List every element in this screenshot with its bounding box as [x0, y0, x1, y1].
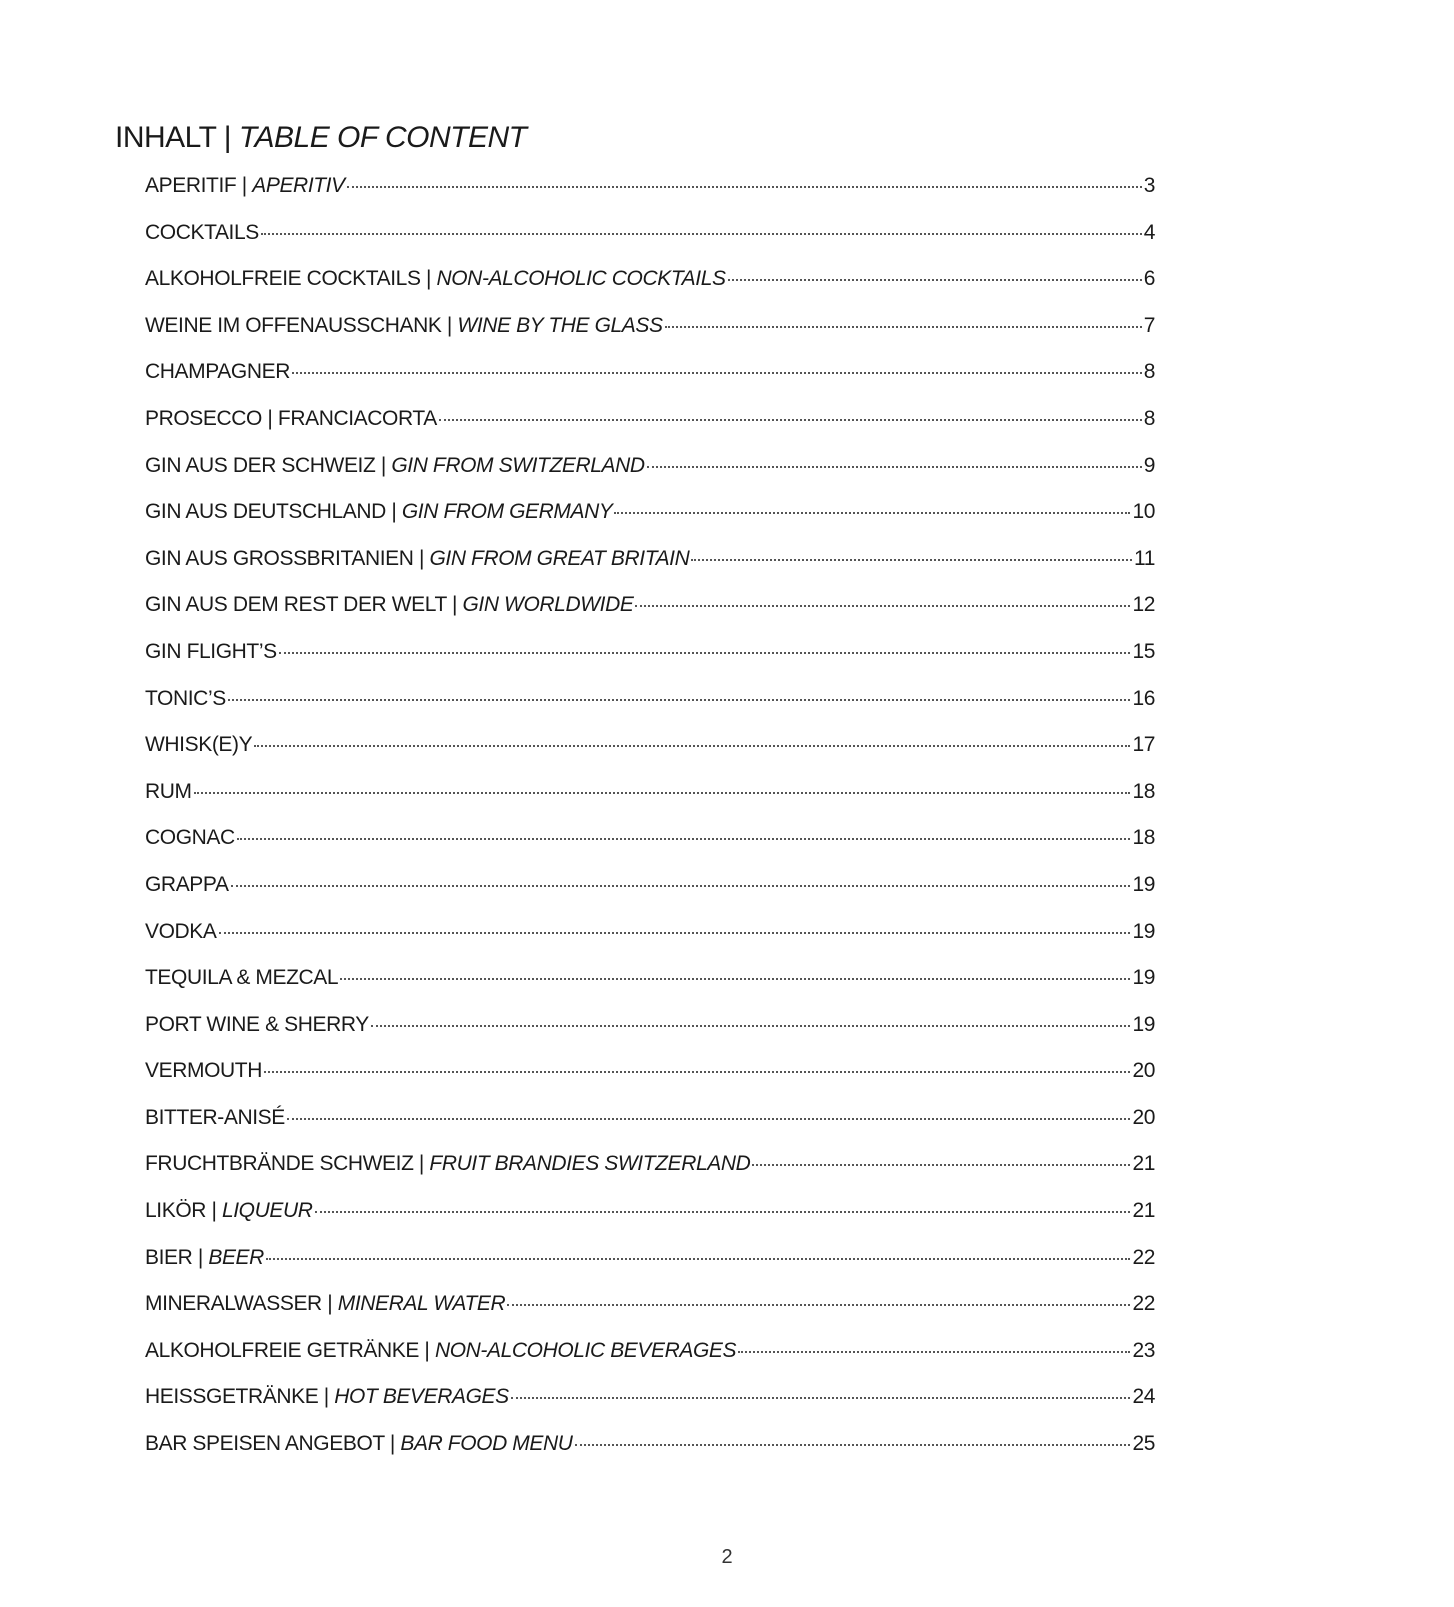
toc-entry-page-number: 12	[1132, 593, 1155, 617]
dot-leader	[194, 792, 1131, 794]
toc-entry-label	[145, 966, 338, 990]
toc-entry-title-english: GIN FROM SWITZERLAND	[391, 453, 645, 477]
toc-entry-title: GIN AUS DER SCHWEIZ |	[145, 453, 392, 477]
toc-entry[interactable]	[145, 314, 1155, 361]
toc-entry-label	[145, 454, 645, 478]
toc-entry-page-number: 23	[1132, 1338, 1155, 1362]
toc-entry-label	[145, 1059, 262, 1083]
toc-entry-page-number: 15	[1132, 639, 1155, 663]
toc-entry-title-english: APERITIV	[252, 174, 345, 197]
toc-entry[interactable]	[145, 221, 1155, 268]
toc-entry[interactable]	[145, 1385, 1155, 1432]
toc-entry[interactable]	[145, 733, 1155, 780]
toc-entry[interactable]	[145, 780, 1155, 827]
toc-entry-label	[145, 1246, 264, 1270]
dot-leader	[614, 512, 1130, 514]
dot-leader	[237, 838, 1131, 840]
toc-entry-page-number: 20	[1132, 1059, 1155, 1083]
toc-entry-label	[145, 360, 290, 384]
toc-entry-label	[145, 1106, 285, 1130]
toc-entry-page-number: 7	[1143, 313, 1155, 337]
toc-entry-title: PROSECCO | FRANCIACORTA	[145, 406, 437, 430]
toc-entry-label	[145, 314, 663, 338]
toc-entry-label	[145, 547, 689, 571]
toc-entry-title: COGNAC	[145, 826, 235, 850]
toc-entry-label	[145, 1339, 736, 1363]
toc-entry-title: HEISSGETRÄNKE |	[145, 1385, 335, 1409]
dot-leader	[254, 745, 1130, 747]
toc-entry[interactable]	[145, 640, 1155, 687]
toc-entry-page-number: 16	[1132, 686, 1155, 710]
dot-leader	[266, 1258, 1131, 1260]
toc-entry-title-english: FRUIT BRANDIES SWITZERLAND	[429, 1152, 751, 1176]
toc-entry[interactable]	[145, 593, 1155, 640]
toc-entry-page-number: 19	[1132, 1012, 1155, 1036]
toc-entry-label	[145, 1432, 573, 1456]
page-title	[115, 118, 526, 158]
toc-entry[interactable]	[145, 1339, 1155, 1386]
toc-entry-page-number: 18	[1132, 779, 1155, 803]
toc-entry-title: BIER |	[145, 1245, 209, 1269]
toc-entry-title-english: BAR FOOD MENU	[400, 1432, 573, 1456]
toc-entry-title: LIKÖR |	[145, 1199, 222, 1223]
toc-entry-title: WEINE IM OFFENAUSSCHANK |	[145, 313, 458, 337]
toc-entry-title: TEQUILA & MEZCAL	[145, 966, 339, 990]
toc-entry-title: MINERALWASSER |	[145, 1292, 338, 1316]
toc-entry-label	[145, 780, 192, 804]
toc-entry-title-english: HOT BEVERAGES	[334, 1385, 509, 1409]
page-number: 2	[721, 1546, 733, 1568]
toc-entry-title-english: GIN FROM GERMANY	[401, 500, 613, 524]
toc-entry[interactable]	[145, 873, 1155, 920]
dot-leader	[287, 1118, 1131, 1120]
dot-leader	[752, 1164, 1130, 1166]
toc-entry-page-number: 22	[1132, 1245, 1155, 1269]
toc-entry[interactable]	[145, 1059, 1155, 1106]
table-of-contents	[145, 174, 1155, 1479]
toc-entry-label	[145, 593, 633, 617]
toc-entry-page-number: 19	[1132, 872, 1155, 896]
dot-leader	[231, 885, 1131, 887]
toc-entry-title-english: MINERAL WATER	[337, 1292, 506, 1316]
dot-leader	[264, 1071, 1130, 1073]
toc-entry[interactable]	[145, 500, 1155, 547]
toc-entry-page-number: 17	[1132, 733, 1155, 757]
toc-entry[interactable]	[145, 966, 1155, 1013]
toc-entry-title: ALKOHOLFREIE GETRÄNKE |	[145, 1338, 435, 1362]
toc-entry-title: PORT WINE & SHERRY	[145, 1012, 369, 1036]
toc-entry-page-number: 22	[1132, 1292, 1155, 1316]
toc-entry-title-english: NON-ALCOHOLIC BEVERAGES	[434, 1338, 737, 1362]
toc-entry-title: GRAPPA	[145, 872, 229, 896]
toc-entry-label	[145, 687, 226, 711]
toc-entry-title-english: WINE BY THE GLASS	[457, 313, 663, 337]
toc-entry-title: RUM	[145, 779, 192, 803]
toc-entry-page-number: 18	[1132, 826, 1155, 850]
toc-entry-page-number: 21	[1132, 1152, 1155, 1176]
toc-entry-label	[145, 873, 229, 897]
toc-entry[interactable]	[145, 547, 1155, 594]
toc-entry-title: BAR SPEISEN ANGEBOT |	[145, 1432, 401, 1456]
dot-leader	[219, 932, 1131, 934]
toc-entry-label	[145, 407, 437, 431]
toc-entry-title: GIN AUS DEM REST DER WELT |	[145, 593, 463, 617]
toc-entry-label	[145, 174, 345, 198]
toc-entry-page-number: 21	[1132, 1199, 1155, 1223]
toc-entry-title: GIN FLIGHT’S	[145, 639, 277, 663]
toc-entry[interactable]	[145, 1199, 1155, 1246]
toc-entry-title-english: LIQUEUR	[221, 1199, 313, 1223]
title-main: INHALT |	[115, 121, 239, 154]
toc-entry[interactable]	[145, 174, 1155, 221]
dot-leader	[371, 1025, 1131, 1027]
toc-entry-label	[145, 826, 235, 850]
toc-entry-title: APERITIF |	[145, 174, 253, 197]
toc-entry[interactable]	[145, 360, 1155, 407]
toc-entry-label	[145, 920, 217, 944]
toc-entry[interactable]	[145, 920, 1155, 967]
toc-entry-title: GIN AUS DEUTSCHLAND |	[145, 500, 402, 524]
toc-entry-label	[145, 221, 259, 245]
toc-entry-page-number: 4	[1143, 220, 1155, 244]
dot-leader	[292, 372, 1142, 374]
toc-entry-title: FRUCHTBRÄNDE SCHWEIZ |	[145, 1152, 430, 1176]
toc-entry-label	[145, 1199, 313, 1223]
toc-entry-page-number: 19	[1132, 966, 1155, 990]
toc-entry-title-english: NON-ALCOHOLIC COCKTAILS	[436, 267, 726, 291]
toc-entry-page-number: 20	[1132, 1105, 1155, 1129]
toc-entry-page-number: 9	[1143, 453, 1155, 477]
toc-entry-label	[145, 267, 726, 291]
dot-leader	[340, 978, 1130, 980]
toc-entry[interactable]	[145, 1246, 1155, 1293]
dot-leader	[279, 652, 1131, 654]
toc-entry-title: VODKA	[145, 919, 217, 943]
dot-leader	[511, 1397, 1131, 1399]
dot-leader	[261, 233, 1142, 235]
toc-entry[interactable]	[145, 454, 1155, 501]
toc-entry[interactable]	[145, 267, 1155, 314]
toc-entry-title-english: GIN WORLDWIDE	[462, 593, 634, 617]
dot-leader	[665, 326, 1142, 328]
toc-entry-title: ALKOHOLFREIE COCKTAILS |	[145, 267, 437, 291]
toc-entry[interactable]	[145, 1152, 1155, 1199]
toc-entry-title: GIN AUS GROSSBRITANIEN |	[145, 546, 430, 570]
toc-entry-page-number: 10	[1132, 500, 1155, 524]
toc-entry-label	[145, 1385, 509, 1409]
toc-entry-title: COCKTAILS	[145, 220, 259, 244]
dot-leader	[738, 1351, 1130, 1353]
toc-entry-page-number: 25	[1132, 1432, 1155, 1456]
toc-entry-page-number: 19	[1132, 919, 1155, 943]
toc-entry-page-number: 8	[1143, 406, 1155, 430]
toc-entry-title: TONIC’S	[145, 686, 226, 710]
toc-entry-label	[145, 1152, 750, 1176]
toc-entry-page-number: 6	[1143, 267, 1155, 291]
toc-entry-title: VERMOUTH	[145, 1059, 262, 1083]
toc-entry-label	[145, 733, 252, 757]
title-italic: TABLE OF CONTENT	[238, 121, 527, 154]
dot-leader	[439, 419, 1142, 421]
toc-entry-title: BITTER-ANISÉ	[145, 1105, 285, 1129]
toc-entry-title-english: GIN FROM GREAT BRITAIN	[429, 546, 690, 570]
toc-entry-label	[145, 1013, 369, 1037]
dot-leader	[691, 559, 1132, 561]
toc-entry[interactable]	[145, 1106, 1155, 1153]
dot-leader	[347, 186, 1142, 188]
toc-entry[interactable]	[145, 1292, 1155, 1339]
dot-leader	[507, 1304, 1130, 1306]
toc-entry[interactable]	[145, 1013, 1155, 1060]
toc-entry-label	[145, 500, 612, 524]
toc-entry[interactable]	[145, 826, 1155, 873]
toc-entry-page-number: 24	[1132, 1385, 1155, 1409]
toc-entry[interactable]	[145, 687, 1155, 734]
dot-leader	[315, 1211, 1131, 1213]
toc-entry-label	[145, 640, 277, 664]
toc-entry-label	[145, 1292, 505, 1316]
dot-leader	[228, 699, 1131, 701]
toc-entry-title: WHISK(E)Y	[145, 733, 253, 757]
dot-leader	[575, 1444, 1131, 1446]
toc-entry-title-english: BEER	[208, 1245, 264, 1269]
toc-entry-page-number: 11	[1134, 546, 1155, 570]
toc-entry[interactable]	[145, 1432, 1155, 1479]
dot-leader	[728, 279, 1142, 281]
dot-leader	[635, 605, 1130, 607]
toc-entry-title: CHAMPAGNER	[145, 360, 290, 384]
dot-leader	[647, 466, 1142, 468]
toc-entry-page-number: 3	[1143, 174, 1155, 197]
toc-entry-page-number: 8	[1143, 360, 1155, 384]
toc-entry[interactable]	[145, 407, 1155, 454]
